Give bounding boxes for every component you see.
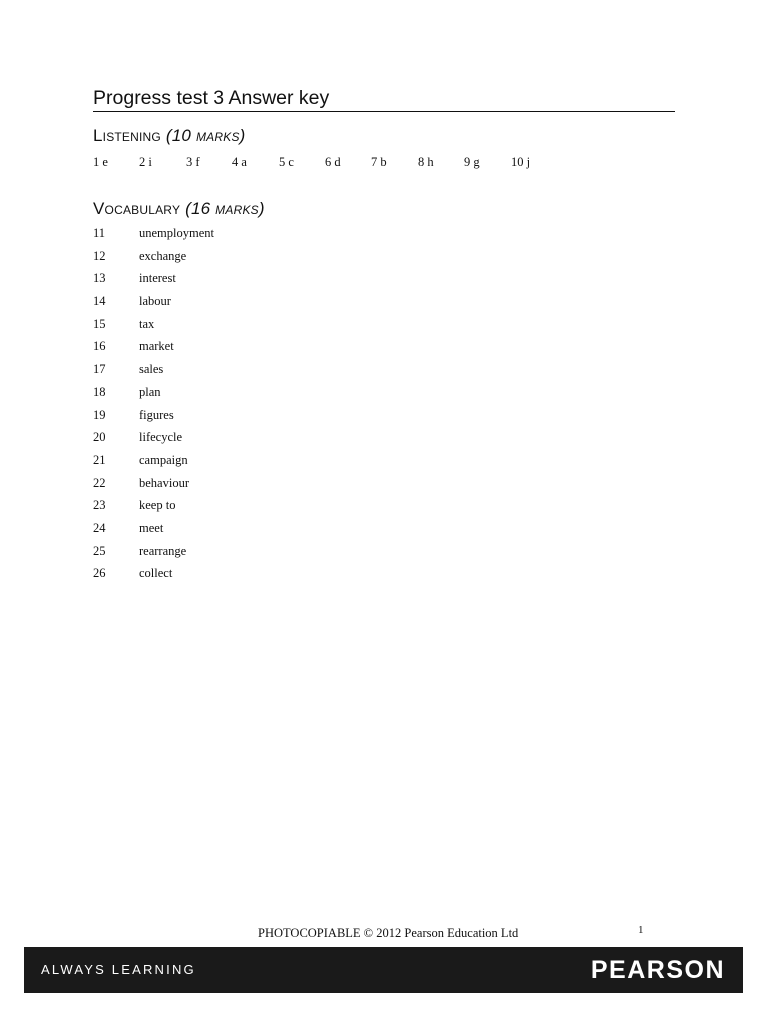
listening-answer: 10 j bbox=[511, 155, 531, 169]
listening-heading-label: Listening bbox=[93, 126, 161, 145]
item-answer: sales bbox=[139, 362, 164, 377]
listening-answer: 8 h bbox=[418, 155, 434, 169]
item-answer: lifecycle bbox=[139, 430, 183, 445]
item-number: 16 bbox=[93, 339, 106, 354]
item-answer: campaign bbox=[139, 452, 188, 467]
item-number: 20 bbox=[93, 430, 106, 445]
item-number: 23 bbox=[93, 498, 106, 513]
brand-banner bbox=[24, 947, 743, 993]
page-title: Progress test 3 Answer key bbox=[93, 86, 675, 112]
item-answer: rearrange bbox=[139, 543, 187, 558]
listening-answer: 1 e bbox=[93, 155, 108, 169]
copyright-notice: PHOTOCOPIABLE © 2012 Pearson Education Ltd bbox=[258, 926, 519, 940]
vocabulary-heading-label: Vocabulary bbox=[93, 199, 181, 218]
vocabulary-marks: (16 marks) bbox=[185, 199, 265, 218]
item-number: 24 bbox=[93, 520, 106, 535]
item-number: 12 bbox=[93, 248, 106, 263]
listening-answer: 5 c bbox=[279, 155, 294, 169]
listening-marks: (10 marks) bbox=[165, 126, 246, 145]
listening-answer: 9 g bbox=[464, 155, 480, 169]
item-number: 17 bbox=[93, 362, 106, 377]
item-number: 13 bbox=[93, 271, 106, 286]
item-number: 25 bbox=[93, 543, 106, 558]
item-answer: collect bbox=[139, 566, 173, 581]
item-number: 26 bbox=[93, 566, 106, 581]
listening-answer: 3 f bbox=[186, 155, 200, 169]
item-number: 19 bbox=[93, 407, 106, 422]
listening-answer: 6 d bbox=[325, 155, 341, 169]
item-answer: market bbox=[139, 339, 174, 354]
item-number: 21 bbox=[93, 452, 106, 467]
page-number: 1 bbox=[638, 924, 644, 936]
item-answer: meet bbox=[139, 520, 164, 535]
item-number: 14 bbox=[93, 294, 106, 309]
listening-answer: 7 b bbox=[371, 155, 387, 169]
item-answer: figures bbox=[139, 407, 174, 422]
item-number: 22 bbox=[93, 475, 106, 490]
item-answer: keep to bbox=[139, 498, 176, 513]
item-answer: behaviour bbox=[139, 475, 189, 490]
item-answer: interest bbox=[139, 271, 176, 286]
item-number: 18 bbox=[93, 384, 106, 399]
item-number: 11 bbox=[93, 226, 106, 240]
pearson-logo: PEARSON bbox=[590, 956, 725, 984]
item-answer: plan bbox=[139, 384, 161, 399]
vocabulary-heading bbox=[93, 198, 265, 220]
brand-slogan: ALWAYS LEARNING bbox=[41, 962, 196, 977]
item-answer: labour bbox=[139, 294, 171, 309]
listening-answer: 4 a bbox=[232, 155, 247, 169]
listening-heading bbox=[93, 125, 246, 147]
item-number: 15 bbox=[93, 316, 106, 331]
item-answer: unemployment bbox=[139, 226, 214, 240]
listening-answer: 2 i bbox=[139, 155, 152, 169]
item-answer: tax bbox=[139, 316, 155, 331]
item-answer: exchange bbox=[139, 248, 187, 263]
